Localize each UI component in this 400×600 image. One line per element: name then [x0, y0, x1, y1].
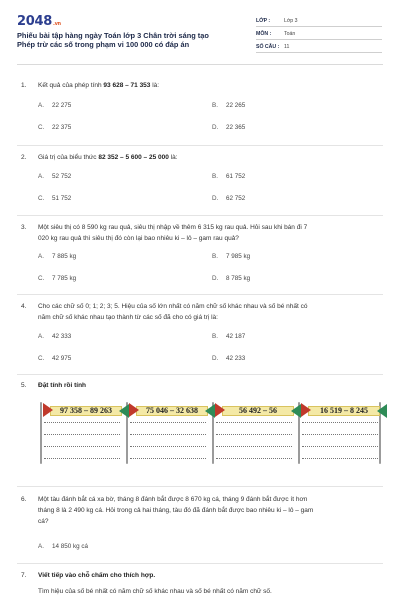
option-d[interactable]: D. 42 233 — [212, 355, 246, 362]
expression-banner — [302, 404, 386, 417]
question-6: 6. Một tàu đánh bắt cá xa bờ, tháng 8 đánh bắt được 8 670 kg cá, tháng 9 đánh bắt được ít hơn tháng 8 là 2 490 kg cá. Hỏi trong cả hai tháng, tàu đó đã đánh bắt được bao nhiêu ki – lô – gam cá? — [21, 494, 381, 527]
header-divider — [17, 64, 383, 65]
option-d[interactable]: D. 22 365 — [212, 124, 246, 131]
option-a[interactable]: A. 22 275 — [38, 102, 72, 109]
question-3-options-row1 — [38, 253, 378, 263]
question-4-options-row1 — [38, 333, 378, 343]
option-c[interactable]: C. 22 375 — [38, 124, 72, 131]
option-b[interactable]: B. 61 752 — [212, 173, 246, 180]
meta-class-row: LỚP : Lớp 3 — [256, 14, 382, 27]
expression-3: 56 492 – 56 — [239, 406, 277, 415]
question-divider — [17, 215, 383, 216]
expression-banner — [216, 404, 300, 417]
expression-4: 16 519 – 8 245 — [320, 406, 368, 415]
option-c[interactable]: C. 51 752 — [38, 195, 72, 202]
expression-banner — [44, 404, 128, 417]
question-6-text: Một tàu đánh bắt cá xa bờ, tháng 8 đánh bắt được 8 670 kg cá, tháng 9 đánh bắt được ít hơn tháng 8 là 2 490 kg cá. Hỏi trong cả hai tháng, tàu đó đã đánh bắt được bao nhiêu ki – lô – gam cá? — [38, 496, 314, 525]
expression-1: 97 358 – 89 263 — [60, 406, 112, 415]
option-b[interactable]: B. 42 187 — [212, 333, 246, 340]
question-5: 5. Đặt tính rồi tính — [21, 380, 381, 391]
question-divider — [17, 486, 383, 487]
meta-subject-row: MÔN : Toán — [256, 27, 382, 40]
option-c[interactable]: C. 7 785 kg — [38, 275, 77, 282]
worksheet-title: Phiếu bài tập hàng ngày Toán lớp 3 Chân trời sáng tạo Phép trừ các số trong phạm vi 100 000 có đáp án — [17, 31, 209, 50]
question-3-text: Một siêu thị có 8 590 kg rau quả, siêu thị nhập về thêm 6 315 kg rau quả. Hỏi sau khi bán đi 7 020 kg rau quả thì siêu thị đó còn lại bao nhiêu ki – lô – gam rau quả? — [38, 224, 308, 242]
option-a[interactable]: A. 14 850 kg cá — [38, 543, 89, 550]
question-7-text: Viết tiếp vào chỗ chấm cho thích hợp. Tìm hiệu của số bé nhất có năm chữ số khác nhau và số bé nhất có năm chữ số. — [38, 572, 272, 595]
option-d[interactable]: D. 8 785 kg — [212, 275, 251, 282]
question-divider — [17, 563, 383, 564]
question-1-options-row2 — [38, 124, 378, 134]
option-a[interactable]: A. 42 333 — [38, 333, 72, 340]
question-4: 4. Cho các chữ số 0; 1; 2; 3; 5. Hiệu của số lớn nhất có năm chữ số khác nhau và số bé nhất có năm chữ số khác nhau tạo thành từ các số đã cho có giá trị là: — [21, 301, 381, 323]
option-c[interactable]: C. 42 975 — [38, 355, 72, 362]
question-divider — [17, 374, 383, 375]
site-logo[interactable]: 2048.vn — [17, 14, 61, 29]
question-1: 1. Kết quả của phép tính 93 628 – 71 353 là: — [21, 80, 381, 91]
question-3: 3. Một siêu thị có 8 590 kg rau quả, siêu thị nhập về thêm 6 315 kg rau quả. Hỏi sau khi bán đi 7 020 kg rau quả thì siêu thị đó còn lại bao nhiêu ki – lô – gam rau quả? — [21, 222, 381, 244]
option-a[interactable]: A. 52 752 — [38, 173, 72, 180]
option-d[interactable]: D. 62 752 — [212, 195, 246, 202]
option-a[interactable]: A. 7 885 kg — [38, 253, 77, 260]
question-1-options-row1 — [38, 102, 378, 112]
question-2-options-row1 — [38, 173, 378, 183]
question-4-options-row2 — [38, 355, 378, 365]
expression-banner — [130, 404, 214, 417]
question-3-options-row2 — [38, 275, 378, 285]
worksheet-meta — [256, 14, 382, 53]
question-divider — [17, 294, 383, 295]
expression-2: 75 046 – 32 638 — [146, 406, 198, 415]
question-divider — [17, 145, 383, 146]
question-4-text: Cho các chữ số 0; 1; 2; 3; 5. Hiệu của số lớn nhất có năm chữ số khác nhau và số bé nhất có năm chữ số khác nhau tạo thành từ các số đã cho có giá trị là: — [38, 303, 308, 321]
option-b[interactable]: B. 7 985 kg — [212, 253, 251, 260]
option-b[interactable]: B. 22 265 — [212, 102, 246, 109]
question-2-text: Giá trị của biểu thức 82 352 – 5 600 – 25 000 là: — [38, 154, 178, 161]
question-6-options-row1 — [38, 543, 378, 553]
meta-count-row: SỐ CÂU : 11 — [256, 40, 382, 53]
question-1-text: Kết quả của phép tính 93 628 – 71 353 là: — [38, 82, 160, 89]
question-2: 2. Giá trị của biểu thức 82 352 – 5 600 – 25 000 là: — [21, 152, 381, 163]
question-2-options-row2 — [38, 195, 378, 205]
question-7: 7. Viết tiếp vào chỗ chấm cho thích hợp. Tìm hiệu của số bé nhất có năm chữ số khác nhau và số bé nhất có năm chữ số. — [21, 570, 381, 597]
question-5-title: Đặt tính rồi tính — [38, 382, 87, 389]
